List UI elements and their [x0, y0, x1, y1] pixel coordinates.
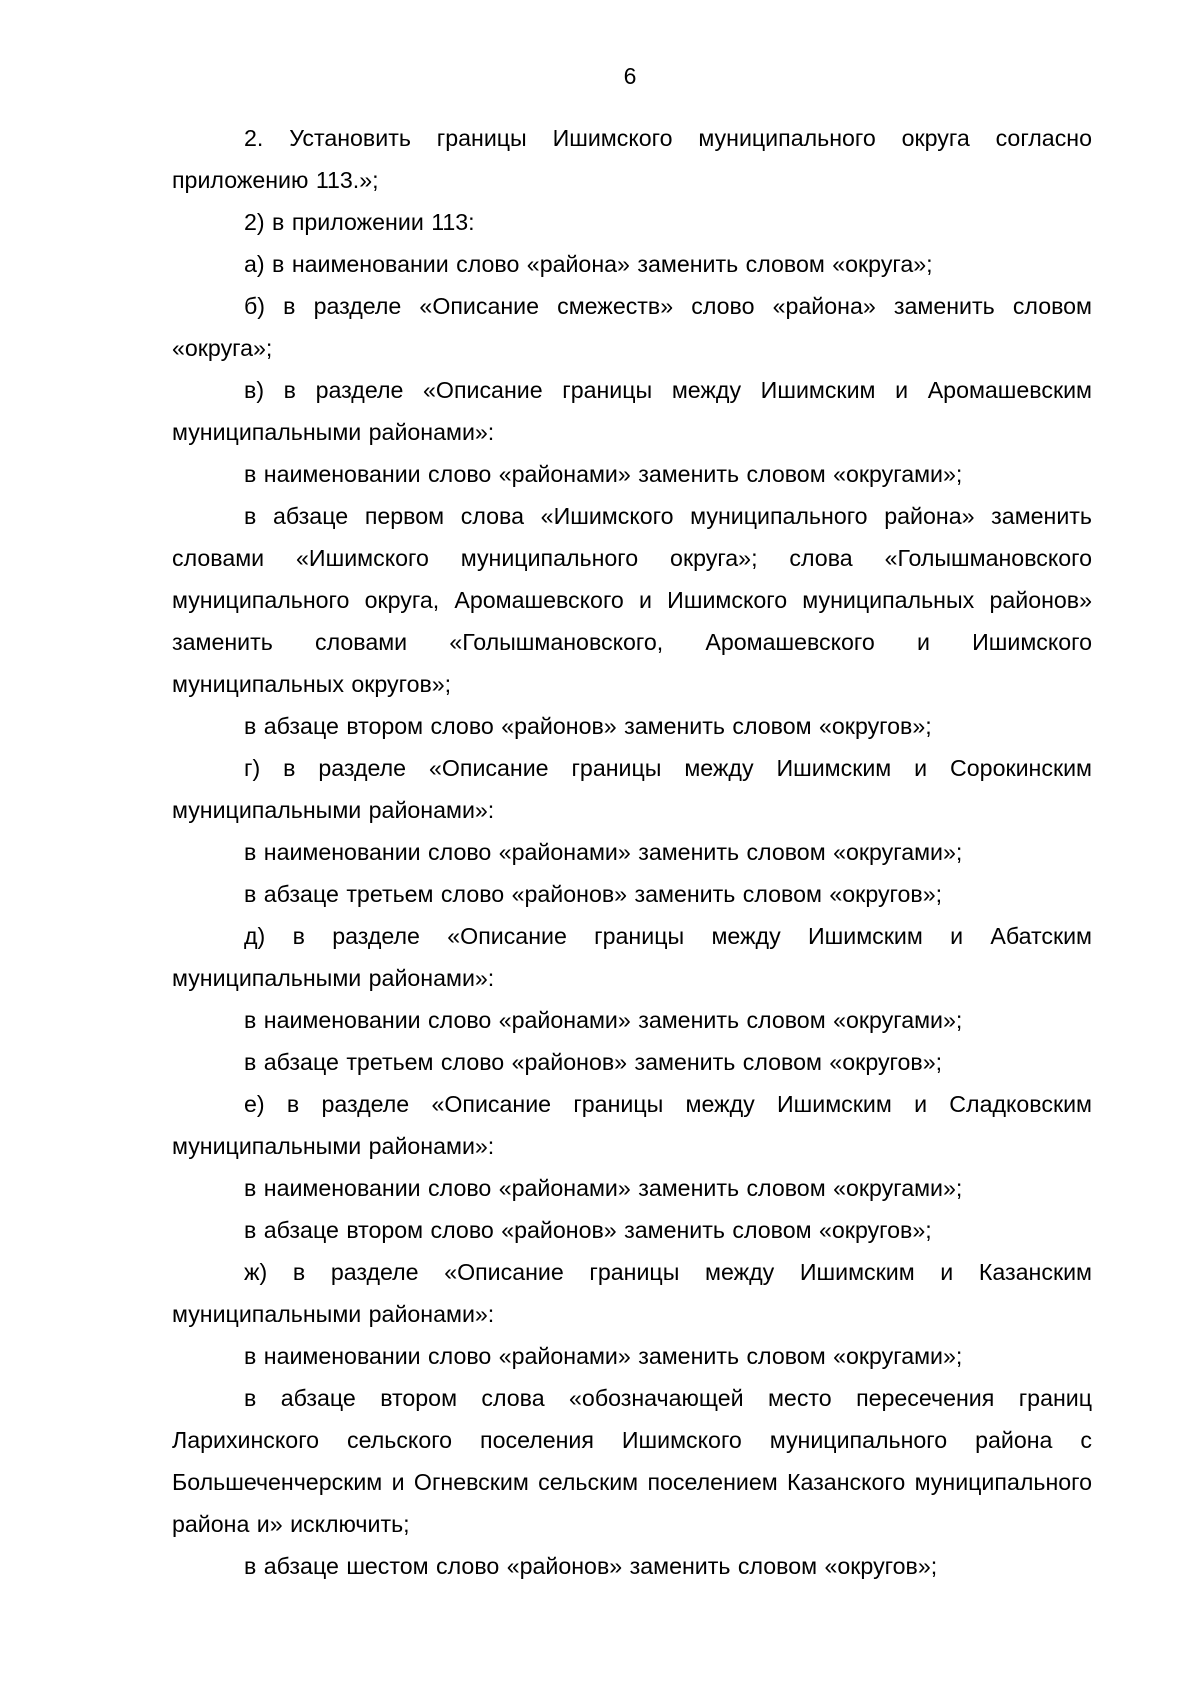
paragraph: в наименовании слово «районами» заменить словом «округами»; [244, 461, 963, 487]
paragraph: 2) в приложении 113: [244, 209, 475, 235]
paragraph: б) в разделе «Описание смежеств» слово «района» заменить словом «округа»; [172, 293, 1092, 361]
paragraph: в наименовании слово «районами» заменить словом «округами»; [244, 839, 963, 865]
paragraph: в наименовании слово «районами» заменить словом «округами»; [244, 1175, 963, 1201]
paragraph: в абзаце третьем слово «районов» заменить словом «округов»; [244, 1049, 943, 1075]
paragraph: в абзаце шестом слово «районов» заменить словом «округов»; [244, 1553, 938, 1579]
paragraph: в) в разделе «Описание границы между Ишимским и Аромашевским муниципальными районами»: [172, 377, 1092, 445]
paragraph: в наименовании слово «районами» заменить словом «округами»; [244, 1343, 963, 1369]
paragraph: в абзаце первом слова «Ишимского муниципального района» заменить словами «Ишимского муниципального округа»; слова «Голышмановского муниципального округа, Аромашевского и Ишимского муниципальных районов» заменить словами «Голышмановского, Аромашевского и Ишимского муниципальных округов»; [172, 503, 1092, 697]
paragraph: в абзаце втором слово «районов» заменить словом «округов»; [244, 1217, 932, 1243]
paragraph: д) в разделе «Описание границы между Ишимским и Абатским муниципальными районами»: [172, 923, 1092, 991]
paragraph: а) в наименовании слово «района» заменить словом «округа»; [244, 251, 933, 277]
paragraph: в абзаце третьем слово «районов» заменить словом «округов»; [244, 881, 943, 907]
paragraph: 2. Установить границы Ишимского муниципального округа согласно приложению 113.»; [172, 125, 1092, 193]
paragraph: в абзаце втором слова «обозначающей место пересечения границ Ларихинского сельского поселения Ишимского муниципального района с Большеченчерским и Огневским сельским поселением Казанского муниципального района и» исключить; [172, 1385, 1092, 1537]
paragraph: е) в разделе «Описание границы между Ишимским и Сладковским муниципальными районами»: [172, 1091, 1092, 1159]
paragraph: ж) в разделе «Описание границы между Ишимским и Казанским муниципальными районами»: [172, 1259, 1092, 1327]
page-number: 6 [623, 63, 637, 89]
document-body [172, 117, 1092, 1587]
paragraph: г) в разделе «Описание границы между Ишимским и Сорокинским муниципальными районами»: [172, 755, 1092, 823]
paragraph: в абзаце втором слово «районов» заменить словом «округов»; [244, 713, 932, 739]
paragraph: в наименовании слово «районами» заменить словом «округами»; [244, 1007, 963, 1033]
